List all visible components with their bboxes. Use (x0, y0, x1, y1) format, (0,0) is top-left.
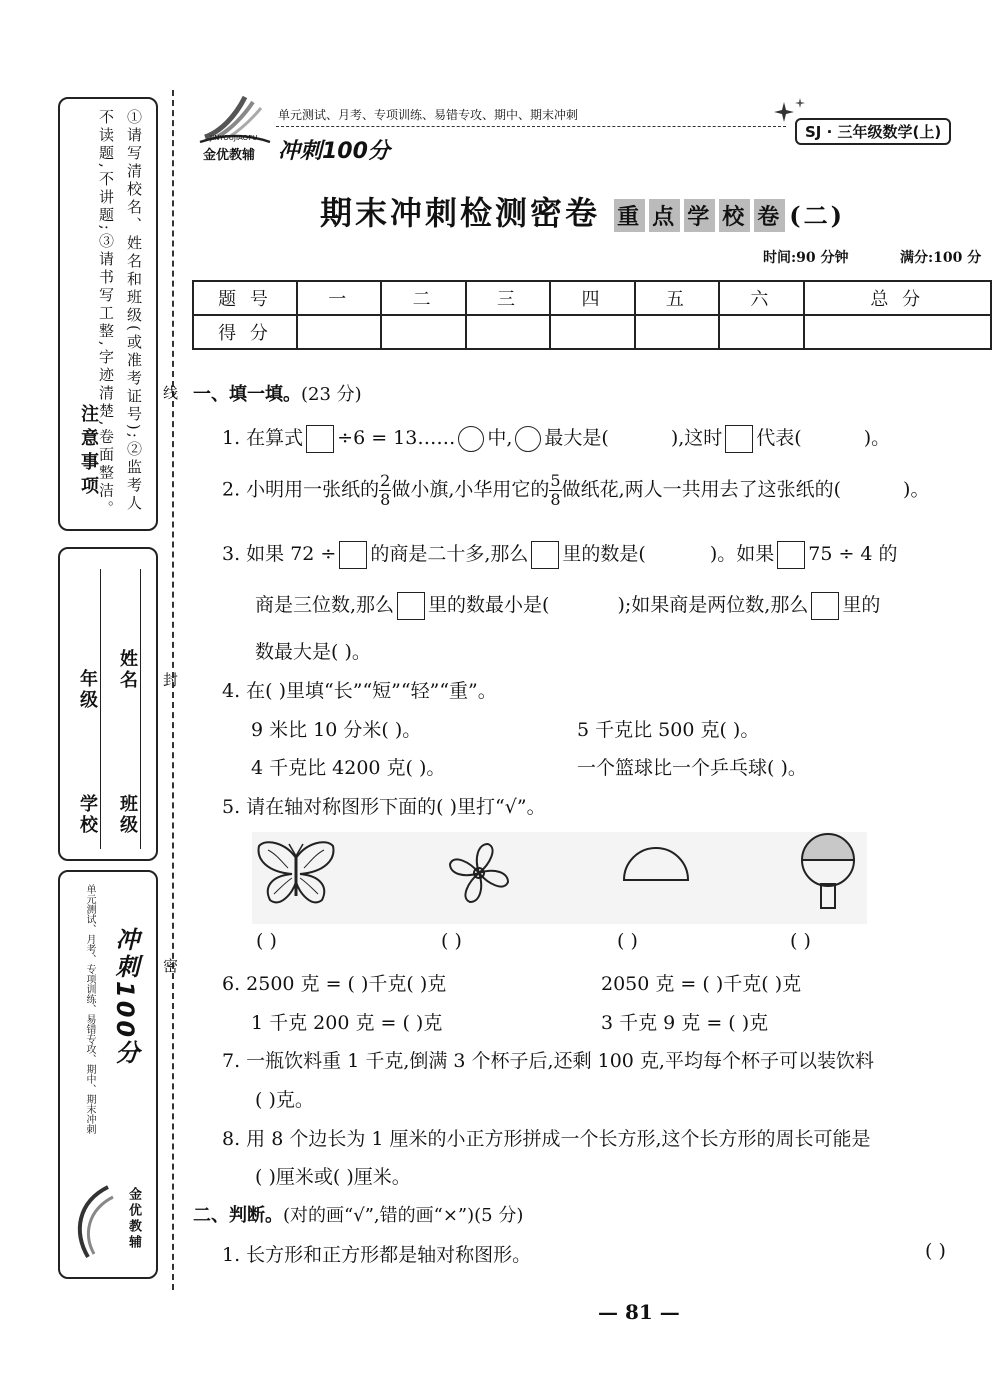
q3-text: 商是三位数,那么 (255, 594, 395, 616)
fraction (549, 472, 561, 509)
q7-line1: 7. 一瓶饮料重 1 千克,倒满 3 个杯子后,还剩 100 克,平均每个杯子可以装饮料 (222, 1050, 874, 1072)
butterfly-icon (256, 838, 336, 908)
score-input-cell[interactable] (550, 315, 634, 349)
series-text: 单元测试、月考、专项训练、易错专攻、期中、期末冲刺 (278, 108, 579, 122)
header-dashed-rule (276, 126, 786, 127)
q3-line2 (255, 590, 880, 620)
q4-c: 4 千克比 4200 克( )。 (251, 757, 446, 779)
title-number: (二) (789, 201, 845, 230)
answer-box[interactable] (339, 541, 367, 569)
flower-icon (444, 838, 514, 908)
table-cell: 五 (635, 281, 719, 315)
tag-char: 点 (649, 199, 680, 232)
q4-d: 一个篮球比一个乒乓球( )。 (577, 757, 807, 779)
side-series: 单元测试、月考、专项训练、易错专攻、期中、期末冲刺 (84, 884, 95, 1134)
q5-blank-1[interactable]: ( ) (256, 930, 277, 952)
q8-line2: ( )厘米或( )厘米。 (255, 1166, 411, 1188)
answer-circle[interactable] (515, 426, 541, 452)
s2-q1: 1. 长方形和正方形都是轴对称图形。 (222, 1244, 532, 1266)
q5-blank-3[interactable]: ( ) (617, 930, 638, 952)
page-number: — 81 — (598, 1300, 680, 1324)
q5-blank-2[interactable]: ( ) (441, 930, 462, 952)
grade-label: 年级 (77, 669, 98, 711)
title-tag (614, 199, 789, 232)
section2-title: 二、判断。 (193, 1205, 283, 1226)
q3-text: 75 ÷ 4 的 (808, 543, 898, 565)
numerator: 5 (550, 471, 561, 490)
q3-text: 里的数是( (562, 543, 646, 565)
answer-box[interactable] (397, 592, 425, 620)
q4-head: 4. 在( )里填“长”“短”“轻”“重”。 (222, 680, 497, 702)
q1-text: 1. 在算式 (222, 427, 304, 449)
notice-box (58, 97, 158, 531)
q6-b: 2050 克 = ( )千克( )克 (601, 973, 802, 995)
publisher-logo-icon (195, 92, 275, 152)
section2-heading (193, 1201, 523, 1227)
semicircle-icon (620, 840, 692, 884)
numerator: 2 (380, 471, 391, 490)
q3-line1 (222, 539, 898, 569)
table-cell: 得 分 (193, 315, 297, 349)
side-brand: 冲刺100分 (111, 927, 139, 1068)
score-input-cell[interactable] (466, 315, 550, 349)
q3-text: 的商是二十多,那么 (370, 543, 529, 565)
q1-text: 中, (487, 427, 513, 449)
student-info-box (58, 547, 158, 861)
fraction (379, 472, 391, 509)
section1-heading (193, 380, 362, 406)
q2-text: 做小旗,小华用它的 (391, 478, 550, 501)
publisher-pinyin: JINYOUJIAOFU (210, 134, 258, 142)
tag-char: 校 (719, 199, 750, 232)
q2-text: 做纸花,两人一共用去了这张纸的( (561, 478, 842, 501)
answer-box[interactable] (777, 541, 805, 569)
q4-a: 9 米比 10 分米( )。 (251, 719, 422, 741)
table-row (193, 281, 991, 315)
q6-c: 1 千克 200 克 = ( )克 (251, 1012, 443, 1034)
table-cell: 一 (297, 281, 381, 315)
seal-mi: 密 (161, 958, 179, 973)
q3-text: );如果商是两位数,那么 (617, 594, 809, 616)
q1-text: )。 (863, 427, 891, 449)
side-publisher: 金优教辅 (126, 1187, 141, 1251)
table-cell: 四 (550, 281, 634, 315)
answer-box[interactable] (306, 425, 334, 453)
exam-full-score: 满分:100 分 (900, 250, 982, 266)
side-logo-icon (68, 1182, 118, 1262)
school-label: 学校 (77, 794, 98, 836)
exam-time: 时间:90 分钟 (763, 250, 849, 266)
q1-text: 代表( (756, 427, 802, 449)
q2 (222, 472, 929, 509)
table-cell: 六 (719, 281, 803, 315)
notice-label: 注意事项 (78, 404, 99, 500)
table-cell: 二 (381, 281, 465, 315)
tag-char: 学 (684, 199, 715, 232)
score-input-cell[interactable] (719, 315, 803, 349)
section1-title: 一、填一填。 (193, 384, 301, 405)
q3-text: )。如果 (709, 543, 775, 565)
answer-box[interactable] (531, 541, 559, 569)
table-row (193, 315, 991, 349)
q5-head: 5. 请在轴对称图形下面的( )里打“√”。 (222, 796, 546, 818)
q1-text: ÷6 = 13…… (337, 427, 456, 449)
notice-items: ①请写清校名、姓名和班级(或准考证号);②监考人不读题,不讲题;③请书写工整,字迹清楚,卷面整洁。 (97, 109, 143, 519)
seal-xian: 线 (161, 385, 179, 400)
section2-note: (对的画“√”,错的画“×”)(5 分) (283, 1205, 524, 1226)
q8-line1: 8. 用 8 个边长为 1 厘米的小正方形拼成一个长方形,这个长方形的周长可能是 (222, 1128, 871, 1150)
q5-blank-4[interactable]: ( ) (790, 930, 811, 952)
q2-text: )。 (903, 478, 930, 501)
publisher-name: 金优教辅 (203, 148, 256, 163)
answer-circle[interactable] (458, 426, 484, 452)
denominator: 8 (550, 490, 561, 509)
score-input-cell[interactable] (381, 315, 465, 349)
s2-q1-blank[interactable]: ( ) (925, 1240, 946, 1262)
q2-text: 2. 小明用一张纸的 (222, 478, 380, 501)
score-input-cell[interactable] (635, 315, 719, 349)
q1-text: ),这时 (670, 427, 723, 449)
tag-char: 卷 (754, 199, 785, 232)
seal-dashed-line (172, 90, 174, 1290)
q4-b: 5 千克比 500 克( )。 (577, 719, 760, 741)
page-title (320, 188, 845, 234)
q1 (222, 423, 890, 453)
seal-feng: 封 (161, 672, 179, 687)
class-label: 班级 (117, 794, 138, 836)
q1-text: 最大是( (544, 427, 609, 449)
title-main: 期末冲刺检测密卷 (320, 194, 601, 232)
brand-box (58, 870, 158, 1279)
q3-text: 里的数最小是( (428, 594, 550, 616)
name-label: 姓名 (117, 649, 138, 691)
q3-line3: 数最大是( )。 (255, 641, 371, 663)
tag-char: 重 (614, 199, 645, 232)
shapes-panel (252, 832, 867, 924)
q7-line2: ( )克。 (255, 1089, 314, 1111)
q6-d: 3 千克 9 克 = ( )克 (601, 1012, 769, 1034)
table-cell: 题 号 (193, 281, 297, 315)
score-table (192, 280, 992, 350)
table-cell: 三 (466, 281, 550, 315)
section1-points: (23 分) (301, 384, 362, 405)
table-cell: 总 分 (804, 281, 991, 315)
q3-text: 里的 (842, 594, 881, 616)
ping-pong-paddle-icon (798, 832, 858, 912)
denominator: 8 (380, 490, 391, 509)
q3-text: 3. 如果 72 ÷ (222, 543, 337, 565)
answer-box[interactable] (811, 592, 839, 620)
score-input-cell[interactable] (297, 315, 381, 349)
grade-subject-badge: SJ · 三年级数学(上) (795, 118, 951, 145)
q6-a: 6. 2500 克 = ( )千克( )克 (222, 973, 447, 995)
score-input-cell[interactable] (804, 315, 991, 349)
answer-box[interactable] (725, 425, 753, 453)
brand-title: 冲刺100分 (278, 139, 390, 164)
